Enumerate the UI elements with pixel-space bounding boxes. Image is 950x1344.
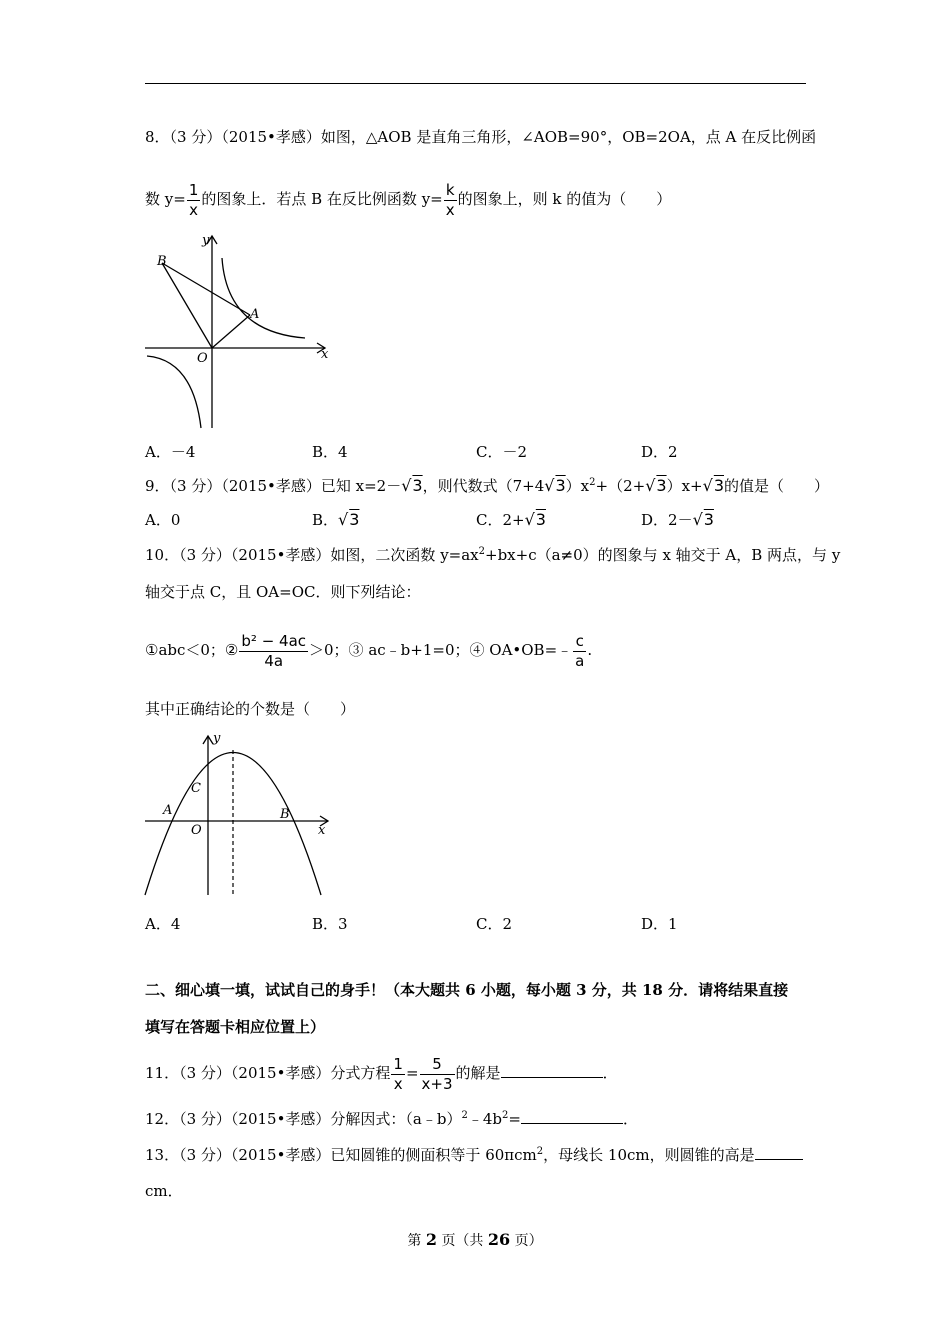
q10-option-d: D．1 — [641, 915, 678, 933]
q10-label-b: B — [280, 807, 290, 822]
page-number: 2 — [425, 1230, 437, 1249]
q8-segment-oa — [212, 315, 250, 348]
q10-line2: 轴交于点 C，且 OA=OC．则下列结论： — [145, 583, 421, 601]
q12-answer-blank[interactable] — [521, 1109, 623, 1124]
q8-label-y: y — [202, 233, 210, 248]
q10-label-x: x — [318, 823, 326, 838]
q8-curve-1 — [222, 258, 305, 338]
q8-graph — [145, 228, 340, 433]
q10-ask: 其中正确结论的个数是（ ） — [145, 700, 356, 718]
q10-conclusions: ①abc＜0；② $\frac{\text{b² − 4ac}}{4a}$ ＞0；③ ac﹣b+1=0；④ OA•OB=﹣ $\frac{c}{a}$ . — [145, 631, 593, 670]
q13-answer-blank[interactable] — [755, 1145, 803, 1160]
q8-option-c: C．－2 — [476, 443, 528, 461]
q10-label-o: O — [191, 823, 202, 838]
q13-line1: 13．（3 分）（2015•孝感）已知圆锥的侧面积等于 60πcm$^2$，母线长 10cm，则圆锥的高是 — [145, 1145, 803, 1165]
q9-option-a: A．0 — [145, 511, 181, 529]
q8-fraction-1: $\frac{1}{x}$ — [188, 180, 199, 219]
q9-option-d: D．2－√3 — [641, 510, 714, 529]
q11-stem: 11．（3 分）（2015•孝感）分式方程 $\frac{1}{x}$ = $\frac{5}{x+3}$ 的解是 ． — [145, 1054, 618, 1093]
q10-label-a: A — [163, 803, 173, 818]
q10-label-y: y — [213, 731, 221, 746]
section2-heading-line2: 填写在答题卡相应位置上） — [145, 1018, 326, 1036]
q8-option-d: D．2 — [641, 443, 678, 461]
q10-fraction-discriminant: $\frac{\text{b² − 4ac}}{4a}$ — [241, 631, 307, 670]
q8-label-x: x — [321, 347, 329, 362]
q11-fraction-right: $\frac{5}{x+3}$ — [421, 1054, 453, 1093]
q11-fraction-left: $\frac{1}{x}$ — [393, 1054, 403, 1093]
q10-fraction-ca: $\frac{c}{a}$ — [575, 631, 585, 670]
q10-graph — [140, 730, 340, 900]
page-footer: 第 2 页（共 26 页） — [407, 1230, 543, 1249]
q8-curve-3 — [147, 356, 201, 428]
q8-segment-ab — [162, 263, 250, 315]
q11-answer-blank[interactable] — [501, 1063, 603, 1078]
q8-line1: 8．（3 分）（2015•孝感）如图，△AOB 是直角三角形，∠AOB=90°，OB=2OA，点 A 在反比例函 — [145, 128, 817, 146]
q12-stem: 12．（3 分）（2015•孝感）分解因式：$(a﹣b)^2﹣4b^2=$ ． — [145, 1110, 638, 1128]
q9-stem: 9．（3 分）（2015•孝感）已知 x=2－√3，则代数式$(7+4√3)x^2+(2+√3)x+√3$的值是（ ） — [145, 476, 830, 495]
section2-heading-line1: 二、细心填一填，试试自己的身手！（本大题共 6 小题，每小题 3 分，共 18 分．请将结果直接 — [145, 981, 789, 999]
q10-label-c: C — [191, 781, 201, 796]
q10-line1: 10．（3 分）（2015•孝感）如图，二次函数 $y=ax^2+bx+c(a\ne 0)$的图象与 x 轴交于 A，B 两点，与 y — [145, 546, 841, 564]
page-total: 26 — [487, 1230, 511, 1249]
q9-option-c: C．2+√3 — [476, 510, 546, 529]
q8-option-a: A．－4 — [145, 443, 196, 461]
q8-label-b: B — [157, 254, 167, 269]
q8-label-o: O — [197, 351, 208, 366]
q8-label-a: A — [250, 307, 260, 322]
q8-fraction-k: $\frac{k}{x}$ — [445, 180, 455, 219]
q8-option-b: B．4 — [312, 443, 348, 461]
q8-segment-ob — [162, 263, 212, 348]
q10-option-a: A．4 — [145, 915, 181, 933]
header-rule — [145, 83, 806, 84]
q8-line2: 数 y= $\frac{1}{x}$ 的图象上．若点 B 在反比例函数 y= $\frac{k}{x}$ 的图象上，则 k 的值为（ ） — [145, 180, 672, 219]
q10-option-b: B．3 — [312, 915, 348, 933]
q10-option-c: C．2 — [476, 915, 513, 933]
q13-line2: cm． — [145, 1182, 183, 1200]
q9-option-b: B．√3 — [312, 510, 360, 529]
